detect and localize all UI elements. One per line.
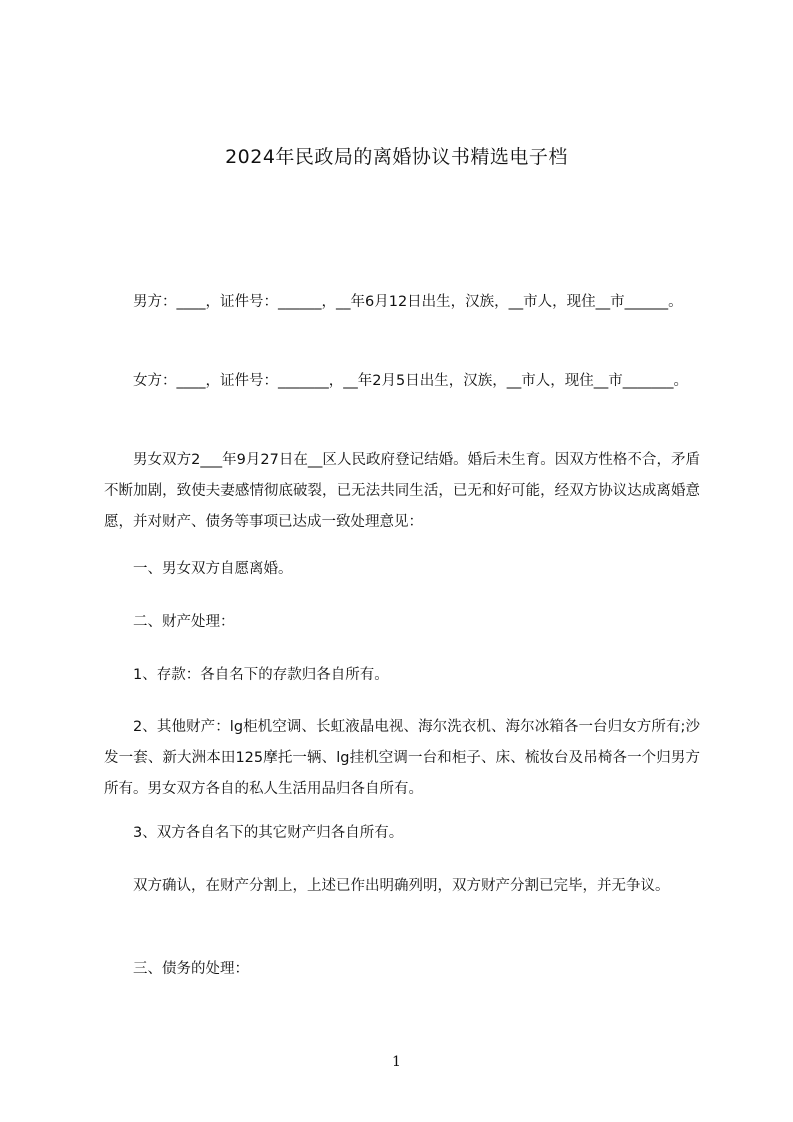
paragraph-text: 男方：____，证件号：______，__年6月12日出生，汉族，__市人，现住__市______。	[133, 294, 683, 310]
paragraph-text: 女方：____，证件号：_______，__年2月5日出生，汉族，__市人，现住__市_______。	[133, 373, 688, 389]
paragraph-text: 2、其他财产：lg柜机空调、长虹液晶电视、海尔洗衣机、海尔冰箱各一台归女方所有;沙发一套、新大洲本田125摩托一辆、lg挂机空调一台和柜子、床、梳妆台及吊椅各一个归男方所有。男女双方各自的私人生活用品归各自所有。	[104, 719, 700, 797]
section-heading-property	[104, 607, 700, 638]
paragraph-text: 1、存款：各自名下的存款归各自所有。	[133, 667, 389, 683]
paragraph-text: 二、财产处理：	[133, 614, 235, 630]
paragraph-text: 三、债务的处理：	[133, 961, 249, 977]
paragraph-text: 双方确认，在财产分割上，上述已作出明确列明，双方财产分割已完毕，并无争议。	[133, 878, 670, 894]
paragraph-text: 3、双方各自名下的其它财产归各自所有。	[133, 825, 404, 841]
clause-other-property	[104, 712, 700, 805]
paragraph-text: 一、男女双方自愿离婚。	[133, 561, 293, 577]
section-heading-debts	[104, 954, 700, 985]
paragraph-marriage-background	[104, 445, 700, 538]
clause-other-assets	[104, 818, 700, 849]
section-heading-divorce	[104, 554, 700, 585]
page-number: 1	[392, 1054, 401, 1070]
paragraph-text: 男女双方2___年9月27日在__区人民政府登记结婚。婚后未生育。因双方性格不合，矛盾不断加剧，致使夫妻感情彻底破裂，已无法共同生活，已无和好可能，经双方协议达成离婚意愿，并对财产、债务等事项已达成一致处理意见：	[104, 452, 700, 530]
paragraph-male-party	[104, 287, 700, 318]
clause-deposits	[104, 660, 700, 691]
document-title: 2024年民政局的离婚协议书精选电子档	[225, 146, 568, 168]
paragraph-confirmation	[104, 871, 700, 902]
paragraph-female-party	[104, 366, 700, 397]
